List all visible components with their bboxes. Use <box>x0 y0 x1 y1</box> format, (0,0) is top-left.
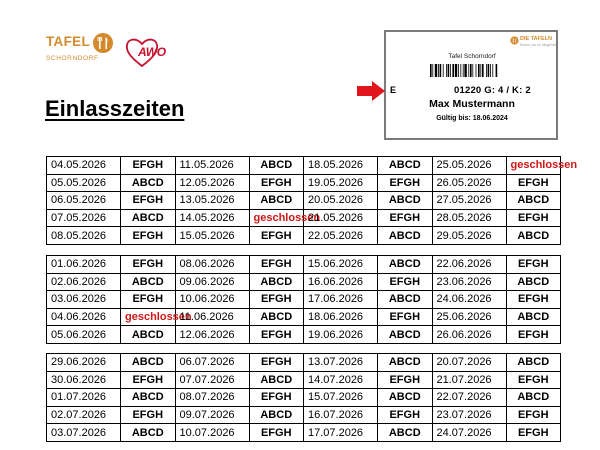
brand-slogan: Essen, wo es hingehört <box>520 43 557 47</box>
date-cell: 24.06.2026 <box>432 291 506 309</box>
group-cell: EFGH <box>249 174 304 192</box>
date-cell: 17.07.2026 <box>304 424 378 442</box>
date-cell: 16.06.2026 <box>304 273 378 291</box>
group-cell: ABCD <box>249 308 304 326</box>
group-cell: ABCD <box>121 354 176 372</box>
group-cell: EFGH <box>121 192 176 210</box>
group-cell: ABCD <box>378 227 433 245</box>
group-cell: ABCD <box>121 326 176 344</box>
group-cell: EFGH <box>249 354 304 372</box>
group-cell: ABCD <box>121 174 176 192</box>
awo-logo-word: AWO <box>138 45 166 59</box>
group-cell: EFGH <box>249 227 304 245</box>
date-cell: 02.07.2026 <box>47 406 121 424</box>
date-cell: 22.05.2026 <box>304 227 378 245</box>
date-cell: 01.06.2026 <box>47 256 121 274</box>
group-cell: ABCD <box>378 192 433 210</box>
group-cell: ABCD <box>249 406 304 424</box>
fork-knife-icon <box>92 32 114 54</box>
barcode <box>430 64 514 77</box>
table-row <box>47 256 561 274</box>
tafel-logo-subtitle: SCHORNDORF <box>46 55 99 62</box>
date-cell: 17.06.2026 <box>304 291 378 309</box>
date-cell: 06.07.2026 <box>175 354 249 372</box>
closed-cell: geschlossen <box>506 157 561 175</box>
group-cell: ABCD <box>378 291 433 309</box>
date-cell: 02.06.2026 <box>47 273 121 291</box>
table-row <box>47 424 561 442</box>
card-number: 01220 G: 4 / K: 2 <box>454 85 531 96</box>
table-row <box>47 174 561 192</box>
date-cell: 29.06.2026 <box>47 354 121 372</box>
date-cell: 10.07.2026 <box>175 424 249 442</box>
date-cell: 25.05.2026 <box>432 157 506 175</box>
date-cell: 06.05.2026 <box>47 192 121 210</box>
date-cell: 19.06.2026 <box>304 326 378 344</box>
date-cell: 08.07.2026 <box>175 389 249 407</box>
date-cell: 21.05.2026 <box>304 209 378 227</box>
brand-name: DIE TAFELN <box>520 36 552 42</box>
customer-card <box>384 30 558 140</box>
group-cell: EFGH <box>506 371 561 389</box>
group-cell: EFGH <box>121 371 176 389</box>
date-cell: 12.06.2026 <box>175 326 249 344</box>
date-cell: 15.07.2026 <box>304 389 378 407</box>
group-cell: ABCD <box>249 157 304 175</box>
date-cell: 03.07.2026 <box>47 424 121 442</box>
date-cell: 09.07.2026 <box>175 406 249 424</box>
group-cell: ABCD <box>378 354 433 372</box>
group-cell: EFGH <box>249 256 304 274</box>
group-cell: EFGH <box>249 326 304 344</box>
card-letter: E <box>390 85 397 95</box>
date-cell: 14.05.2026 <box>175 209 249 227</box>
date-cell: 03.06.2026 <box>47 291 121 309</box>
group-cell: EFGH <box>506 174 561 192</box>
group-cell: ABCD <box>121 389 176 407</box>
date-cell: 26.06.2026 <box>432 326 506 344</box>
date-cell: 04.05.2026 <box>47 157 121 175</box>
date-cell: 22.06.2026 <box>432 256 506 274</box>
group-cell: EFGH <box>378 308 433 326</box>
group-cell: EFGH <box>249 424 304 442</box>
card-organization: Tafel Schorndorf <box>448 53 496 60</box>
table-row <box>47 308 561 326</box>
group-cell: ABCD <box>121 424 176 442</box>
date-cell: 14.07.2026 <box>304 371 378 389</box>
group-cell: ABCD <box>378 326 433 344</box>
schedule-table-may <box>46 156 578 245</box>
date-cell: 18.05.2026 <box>304 157 378 175</box>
tafel-logo-word: TAFEL <box>46 34 90 49</box>
date-cell: 13.07.2026 <box>304 354 378 372</box>
group-cell: EFGH <box>506 291 561 309</box>
date-cell: 09.06.2026 <box>175 273 249 291</box>
date-cell: 11.05.2026 <box>175 157 249 175</box>
date-cell: 30.06.2026 <box>47 371 121 389</box>
group-cell: ABCD <box>249 273 304 291</box>
group-cell: EFGH <box>249 291 304 309</box>
date-cell: 26.05.2026 <box>432 174 506 192</box>
group-cell: EFGH <box>121 291 176 309</box>
date-cell: 12.05.2026 <box>175 174 249 192</box>
group-cell: EFGH <box>378 174 433 192</box>
group-cell: EFGH <box>378 371 433 389</box>
group-cell: ABCD <box>121 209 176 227</box>
card-valid-until: Gültig bis: 18.06.2024 <box>436 115 508 122</box>
group-cell: EFGH <box>506 209 561 227</box>
date-cell: 08.05.2026 <box>47 227 121 245</box>
fork-knife-icon <box>510 36 519 45</box>
table-row <box>47 273 561 291</box>
group-cell: EFGH <box>378 209 433 227</box>
closed-cell: geschlossen <box>249 209 304 227</box>
date-cell: 24.07.2026 <box>432 424 506 442</box>
group-cell: ABCD <box>506 389 561 407</box>
group-cell: ABCD <box>506 192 561 210</box>
group-cell: EFGH <box>506 424 561 442</box>
table-row <box>47 406 561 424</box>
group-cell: ABCD <box>506 354 561 372</box>
group-cell: ABCD <box>506 273 561 291</box>
group-cell: ABCD <box>378 424 433 442</box>
group-cell: EFGH <box>121 256 176 274</box>
awo-logo <box>125 36 175 68</box>
table-row <box>47 326 561 344</box>
date-cell: 20.05.2026 <box>304 192 378 210</box>
group-cell: EFGH <box>506 406 561 424</box>
table-row <box>47 354 561 372</box>
date-cell: 21.07.2026 <box>432 371 506 389</box>
group-cell: ABCD <box>121 273 176 291</box>
page-title: Einlasszeiten <box>45 96 185 121</box>
group-cell: EFGH <box>378 406 433 424</box>
closed-cell: geschlossen <box>121 308 176 326</box>
card-holder-name: Max Mustermann <box>429 98 515 110</box>
group-cell: EFGH <box>121 406 176 424</box>
die-tafeln-brand <box>510 36 557 50</box>
group-cell: ABCD <box>378 389 433 407</box>
date-cell: 23.07.2026 <box>432 406 506 424</box>
table-row <box>47 192 561 210</box>
group-cell: ABCD <box>378 256 433 274</box>
group-cell: ABCD <box>249 371 304 389</box>
date-cell: 07.07.2026 <box>175 371 249 389</box>
date-cell: 04.06.2026 <box>47 308 121 326</box>
group-cell: EFGH <box>506 326 561 344</box>
table-row <box>47 291 561 309</box>
group-cell: EFGH <box>249 389 304 407</box>
date-cell: 05.06.2026 <box>47 326 121 344</box>
group-cell: EFGH <box>378 273 433 291</box>
group-cell: EFGH <box>121 227 176 245</box>
tafel-schorndorf-logo <box>46 32 126 72</box>
table-row <box>47 389 561 407</box>
table-row <box>47 227 561 245</box>
schedule-table-july <box>46 353 561 442</box>
date-cell: 01.07.2026 <box>47 389 121 407</box>
date-cell: 11.06.2026 <box>175 308 249 326</box>
date-cell: 22.07.2026 <box>432 389 506 407</box>
date-cell: 27.05.2026 <box>432 192 506 210</box>
date-cell: 28.05.2026 <box>432 209 506 227</box>
date-cell: 18.06.2026 <box>304 308 378 326</box>
date-cell: 10.06.2026 <box>175 291 249 309</box>
date-cell: 16.07.2026 <box>304 406 378 424</box>
table-row <box>47 371 561 389</box>
group-cell: ABCD <box>506 308 561 326</box>
date-cell: 20.07.2026 <box>432 354 506 372</box>
date-cell: 13.05.2026 <box>175 192 249 210</box>
date-cell: 23.06.2026 <box>432 273 506 291</box>
date-cell: 15.05.2026 <box>175 227 249 245</box>
date-cell: 25.06.2026 <box>432 308 506 326</box>
group-cell: EFGH <box>506 256 561 274</box>
group-cell: ABCD <box>506 227 561 245</box>
table-row <box>47 209 561 227</box>
date-cell: 05.05.2026 <box>47 174 121 192</box>
group-cell: ABCD <box>378 157 433 175</box>
date-cell: 19.05.2026 <box>304 174 378 192</box>
group-cell: EFGH <box>121 157 176 175</box>
schedule-table-june <box>46 255 561 344</box>
date-cell: 08.06.2026 <box>175 256 249 274</box>
table-row <box>47 157 561 175</box>
date-cell: 29.05.2026 <box>432 227 506 245</box>
group-cell: ABCD <box>249 192 304 210</box>
date-cell: 07.05.2026 <box>47 209 121 227</box>
date-cell: 15.06.2026 <box>304 256 378 274</box>
red-arrow-icon <box>357 81 385 101</box>
